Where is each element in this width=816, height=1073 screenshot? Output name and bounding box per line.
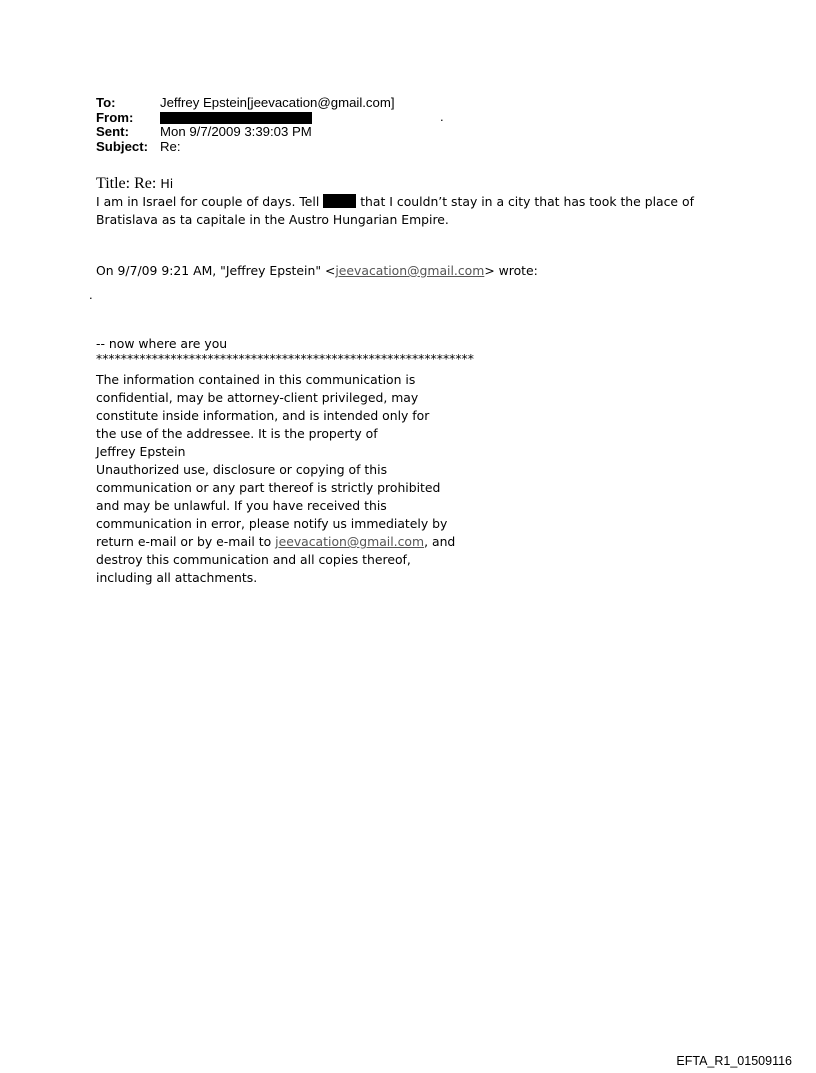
from-label: From: — [96, 109, 134, 125]
disclaimer-line: communication or any part thereof is strictly prohibited — [96, 480, 441, 495]
disclaimer-line: Jeffrey Epstein — [96, 444, 186, 459]
disclaimer-line: and may be unlawful. If you have received this — [96, 498, 387, 513]
message-body — [96, 193, 694, 229]
disclaimer-return-line: return e-mail or by e-mail to jeevacation@gmail.com, and — [96, 534, 456, 549]
separator-line: ************************************************************* — [96, 351, 474, 366]
disclaimer-email-link[interactable]: jeevacation@gmail.com — [275, 534, 425, 549]
title-value: Hi — [160, 176, 174, 191]
quoted-text: -- now where are you — [96, 336, 228, 351]
email-header — [96, 96, 395, 154]
inline-redaction-block — [323, 194, 356, 208]
message-title — [96, 175, 173, 193]
to-label: To: — [96, 95, 116, 110]
subject-value: Re: — [160, 138, 181, 154]
to-row — [96, 96, 395, 111]
disclaimer-line: Unauthorized use, disclosure or copying of this — [96, 462, 388, 477]
subject-label: Subject: — [96, 138, 149, 154]
message-line-2: Bratislava as ta capitale in the Austro Hungarian Empire. — [96, 212, 449, 227]
disclaimer-line: confidential, may be attorney-client privileged, may — [96, 390, 419, 405]
message-line-1: I am in Israel for couple of days. Tell that I couldn’t stay in a city that has took the place of — [96, 194, 694, 209]
document-id: EFTA_R1_01509116 — [676, 1054, 792, 1068]
stray-dot-mark: . — [440, 109, 444, 124]
disclaimer-line: constitute inside information, and is intended only for — [96, 408, 430, 423]
disclaimer-line: including all attachments. — [96, 570, 258, 585]
disclaimer-line: destroy this communication and all copies thereof, — [96, 552, 411, 567]
quote-email-link[interactable]: jeevacation@gmail.com — [335, 263, 485, 278]
title-label: Title: Re: — [96, 175, 157, 192]
sent-value: Mon 9/7/2009 3:39:03 PM — [160, 124, 312, 139]
disclaimer-line: the use of the addressee. It is the property of — [96, 426, 378, 441]
subject-row — [96, 140, 395, 155]
sent-label: Sent: — [96, 124, 129, 139]
from-redaction-block — [160, 112, 312, 124]
sent-row — [96, 125, 395, 140]
from-row — [96, 111, 395, 126]
disclaimer-line: The information contained in this communication is — [96, 372, 416, 387]
stray-dot-mark: . — [89, 287, 93, 302]
quoted-message — [96, 335, 474, 587]
to-value: Jeffrey Epstein[jeevacation@gmail.com] — [160, 95, 395, 110]
disclaimer-line: communication in error, please notify us immediately by — [96, 516, 448, 531]
quote-attribution: On 9/7/09 9:21 AM, "Jeffrey Epstein" <jeevacation@gmail.com> wrote: — [96, 263, 538, 278]
